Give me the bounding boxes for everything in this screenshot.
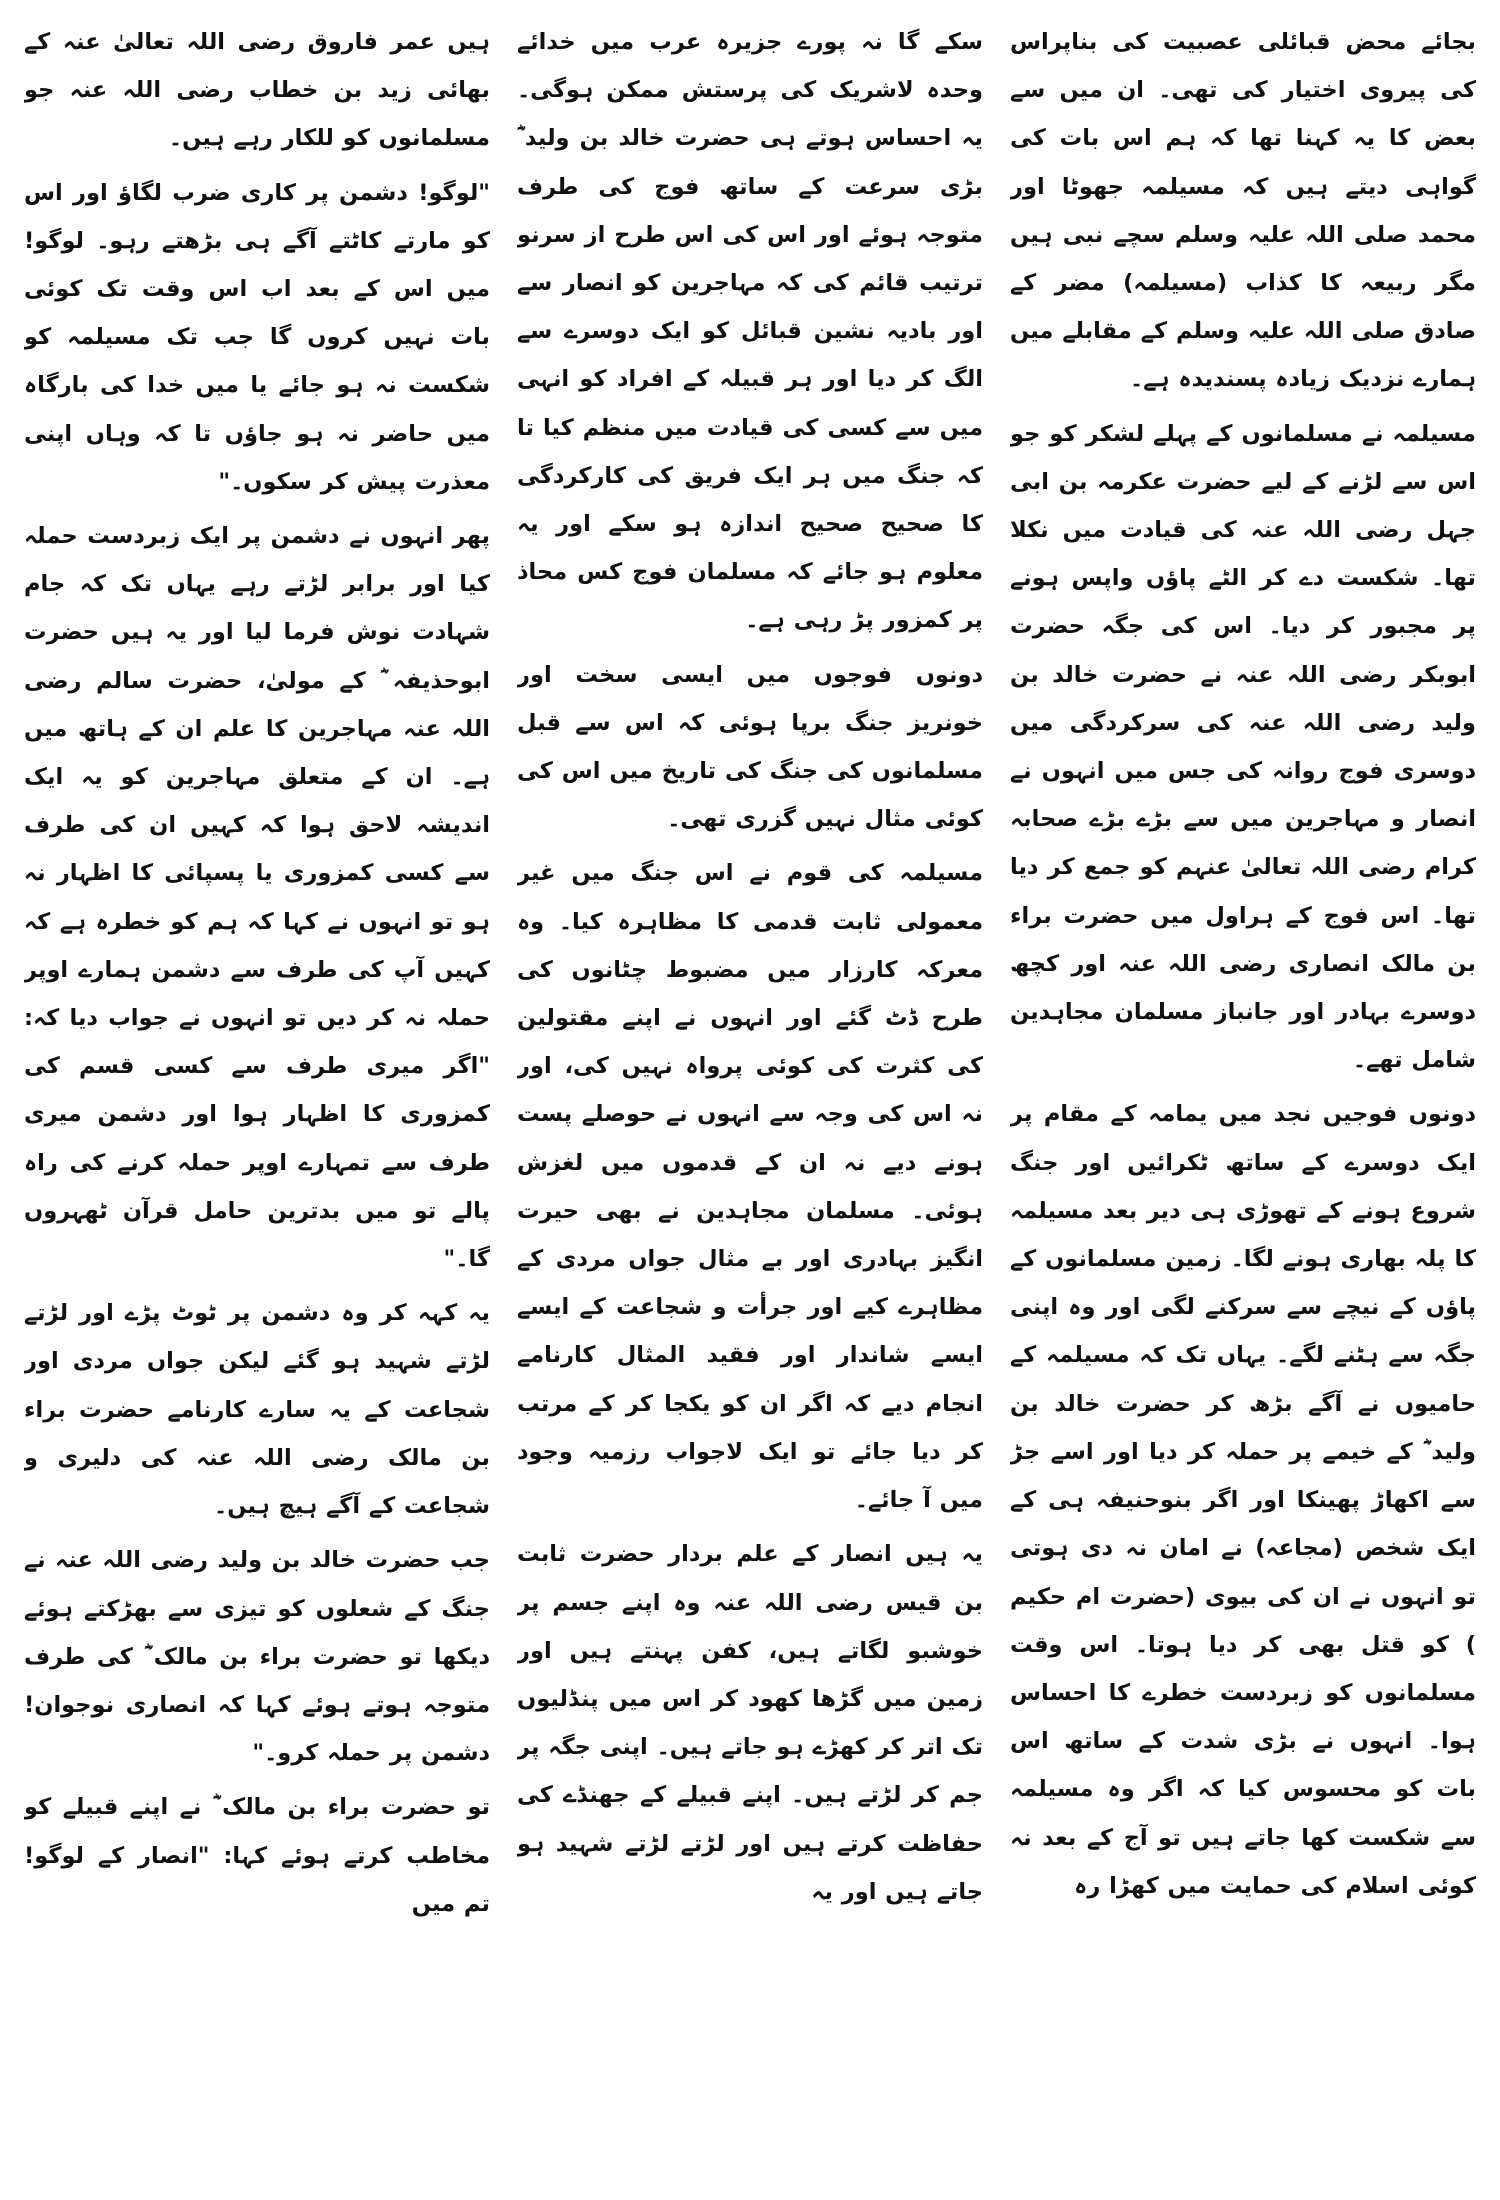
paragraph: دونوں فوجیں نجد میں یمامہ کے مقام پر ایک دوسرے کے ساتھ ٹکرائیں اور جنگ شروع ہونے کے تھوڑی ہی دیر بعد مسیلمہ کا پلہ بھاری ہونے لگا۔ زمین مسلمانوں کے پاؤں کے نیچے سے سرکنے لگی اور وہ اپنی جگہ سے ہٹنے لگے۔ یہاں تک کہ مسیلمہ کے حامیوں نے آگے بڑھ کر حضرت خالد بن ولید ؓ کے خیمے پر حملہ کر دیا اور اسے جڑ سے اکھاڑ پھینکا اور اگر بنوحنیفہ ہی کے ایک شخص (مجاعہ) نے امان نہ دی ہوتی تو انہوں نے ان کی بیوی (حضرت ام حکیم ؓ) کو قتل بھی کر دیا ہوتا۔ اس وقت مسلمانوں کو زبردست خطرے کا احساس ہوا۔ انہوں نے بڑی شدت کے ساتھ اس بات کو محسوس کیا کہ اگر وہ مسیلمہ سے شکست کھا جاتے ہیں تو آج کے بعد نہ کوئی اسلام کی حمایت میں کھڑا رہ xyxy=(1010,1101,1476,1899)
paragraph: سکے گا نہ پورے جزیرہ عرب میں خدائے وحدہ لاشریک کی پرستش ممکن ہوگی۔ یہ احساس ہوتے ہی حضرت خالد بن ولید ؓ بڑی سرعت کے ساتھ فوج کی طرف متوجہ ہوئے اور اس کی اس طرح از سرنو ترتیب قائم کی کہ مہاجرین کو انصار سے اور بادیہ نشین قبائل کو ایک دوسرے سے الگ کر دیا اور ہر قبیلہ کے افراد کو انہی میں سے کسی کی قیادت میں منظم کیا تا کہ جنگ میں ہر ایک فریق کی کارکردگی کا صحیح صحیح اندازہ ہو سکے اور یہ معلوم ہو جائے کہ مسلمان فوج کس محاذ پر کمزور پڑ رہی ہے۔ xyxy=(517,29,983,634)
paragraph: مسیلمہ کی قوم نے اس جنگ میں غیر معمولی ثابت قدمی کا مظاہرہ کیا۔ وہ معرکہ کارزار میں مضبوط چٹانوں کی طرح ڈٹ گئے اور انہوں نے اپنے مقتولین کی کثرت کی کوئی پرواہ نہیں کی، اور نہ اس کی وجہ سے انہوں نے حوصلے پست ہونے دیے نہ ان کے قدموں میں لغزش ہوئی۔ مسلمان مجاہدین نے بھی حیرت انگیز بہادری اور بے مثال جواں مردی کے مظاہرے کیے اور جرأت و شجاعت کے ایسے ایسے شاندار اور فقید المثال کارنامے انجام دیے کہ اگر ان کو یکجا کر کے مرتب کر دیا جائے تو ایک لاجواب رزمیہ وجود میں آ جائے۔ xyxy=(517,860,983,1514)
column-middle xyxy=(517,18,983,2184)
paragraph: یہ ہیں انصار کے علم بردار حضرت ثابت بن قیس رضی اللہ عنہ وہ اپنے جسم پر خوشبو لگاتے ہیں، کفن پہنتے ہیں اور زمین میں گڑھا کھود کر اس میں پنڈلیوں تک اتر کر کھڑے ہو جاتے ہیں۔ اپنی جگہ پر جم کر لڑتے ہیں۔ اپنے قبیلے کے جھنڈے کی حفاظت کرتے ہیں اور لڑتے لڑتے شہید ہو جاتے ہیں اور یہ xyxy=(517,1541,983,1905)
column-right xyxy=(1010,18,1476,2184)
paragraph: جب حضرت خالد بن ولید رضی اللہ عنہ نے جنگ کے شعلوں کو تیزی سے بھڑکتے ہوئے دیکھا تو حضرت براء بن مالک ؓ کی طرف متوجہ ہوتے ہوئے کہا کہ انصاری نوجوان! دشمن پر حملہ کرو۔" xyxy=(24,1547,490,1767)
quote-paragraph: "لوگو! دشمن پر کاری ضرب لگاؤ اور اس کو مارتے کاٹتے آگے ہی بڑھتے رہو۔ لوگو! میں اس کے بعد اب اس وقت تک کوئی بات نہیں کروں گا جب تک مسیلمہ کو شکست نہ ہو جائے یا میں خدا کی بارگاہ میں حاضر نہ ہو جاؤں تا کہ وہاں اپنی معذرت پیش کر سکوں۔" xyxy=(24,179,490,495)
paragraph: ہیں عمر فاروق رضی اللہ تعالیٰ عنہ کے بھائی زید بن خطاب رضی اللہ عنہ جو مسلمانوں کو للکار رہے ہیں۔ xyxy=(24,29,490,152)
paragraph: یہ کہہ کر وہ دشمن پر ٹوٹ پڑے اور لڑتے لڑتے شہید ہو گئے لیکن جواں مردی اور شجاعت کے یہ سارے کارنامے حضرت براء بن مالک رضی اللہ عنہ کی دلیری و شجاعت کے آگے ہیچ ہیں۔ xyxy=(24,1300,490,1520)
paragraph: دونوں فوجوں میں ایسی سخت اور خونریز جنگ برپا ہوئی کہ اس سے قبل مسلمانوں کی جنگ کی تاریخ میں اس کی کوئی مثال نہیں گزری تھی۔ xyxy=(517,661,983,833)
paragraph: مسیلمہ نے مسلمانوں کے پہلے لشکر کو جو اس سے لڑنے کے لیے حضرت عکرمہ بن ابی جہل رضی اللہ عنہ کی قیادت میں نکلا تھا۔ شکست دے کر الٹے پاؤں واپس ہونے پر مجبور کر دیا۔ اس کی جگہ حضرت ابوبکر رضی اللہ عنہ نے حضرت خالد بن ولید رضی اللہ عنہ کی سرکردگی میں دوسری فوج روانہ کی جس میں انہوں نے انصار و مہاجرین میں سے بڑے بڑے صحابہ کرام رضی اللہ تعالیٰ عنہم کو جمع کر دیا تھا۔ اس فوج کے ہراول میں حضرت براء بن مالک انصاری رضی اللہ عنہ اور کچھ دوسرے بہادر اور جانباز مسلمان مجاہدین شامل تھے۔ xyxy=(1010,420,1476,1074)
paragraph: بجائے محض قبائلی عصبیت کی بناپراس کی پیروی اختیار کی تھی۔ ان میں سے بعض کا یہ کہنا تھا کہ ہم اس بات کی گواہی دیتے ہیں کہ مسیلمہ جھوٹا اور محمد صلی اللہ علیہ وسلم سچے نبی ہیں مگر ربیعہ کا کذاب (مسیلمہ) مضر کے صادق صلی اللہ علیہ وسلم کے مقابلے میں ہمارے نزدیک زیادہ پسندیدہ ہے۔ xyxy=(1010,29,1476,393)
newspaper-page xyxy=(24,18,1476,2184)
column-left xyxy=(24,18,490,2184)
paragraph: پھر انہوں نے دشمن پر ایک زبردست حملہ کیا اور برابر لڑتے رہے یہاں تک کہ جام شہادت نوش فرما لیا اور یہ ہیں حضرت ابوحذیفہ ؓ کے مولیٰ، حضرت سالم رضی اللہ عنہ مہاجرین کا علم ان کے ہاتھ میں ہے۔ ان کے متعلق مہاجرین کو یہ ایک اندیشہ لاحق ہوا کہ کہیں ان کی طرف سے کسی کمزوری یا پسپائی کا اظہار نہ ہو تو انہوں نے کہا کہ ہم کو خطرہ ہے کہ کہیں آپ کی طرف سے دشمن ہمارے اوپر حملہ نہ کر دیں تو انہوں نے جواب دیا کہ: "اگر میری طرف سے کسی قسم کی کمزوری کا اظہار ہوا اور دشمن میری طرف سے تمہارے اوپر حملہ کرنے کی راہ پالے تو میں بدترین حامل قرآن ٹھہروں گا۔" xyxy=(24,523,490,1273)
paragraph: تو حضرت براء بن مالک ؓ نے اپنے قبیلے کو مخاطب کرتے ہوئے کہا: "انصار کے لوگو! تم میں xyxy=(24,1794,490,1917)
